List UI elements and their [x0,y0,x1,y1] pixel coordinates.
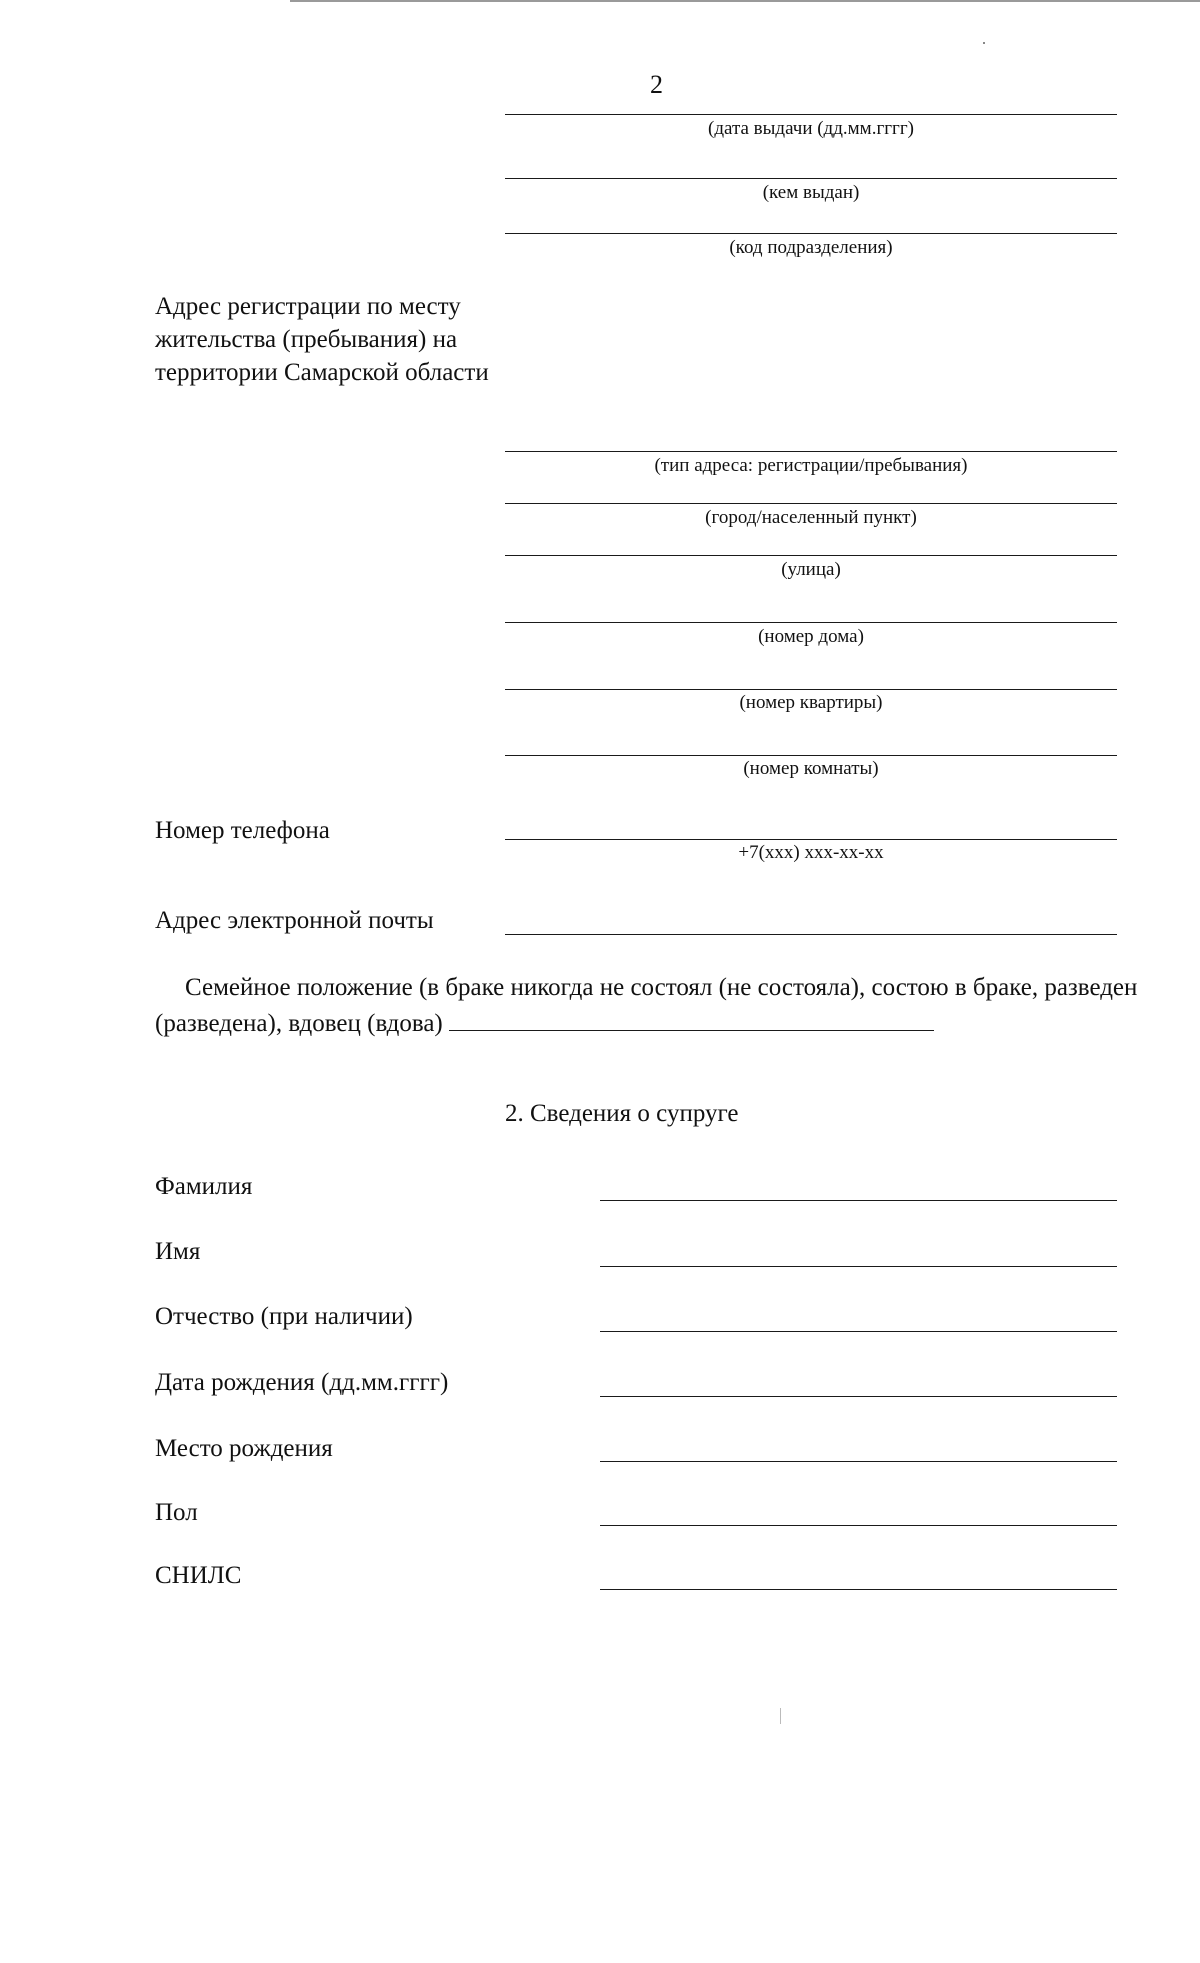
marital-status-paragraph [155,970,1140,1042]
division-code-caption: (код подразделения) [729,237,893,258]
spouse-birth-date-field[interactable] [600,1396,1117,1397]
email-label: Адрес электронной почты [155,907,434,934]
page-number: 2 [650,70,663,99]
spouse-patronymic-field[interactable] [600,1331,1117,1332]
scan-edge [290,0,1200,2]
street-field[interactable] [505,555,1117,556]
spouse-snils-field[interactable] [600,1589,1117,1590]
room-number-field[interactable] [505,755,1117,756]
scan-speck [983,42,985,44]
city-field[interactable] [505,503,1117,504]
marital-status-text: Семейное положение (в браке никогда не состоял (не состояла), состою в браке, разведен (разведена), вдовец (вдова) [155,974,1138,1037]
scan-mark [780,1708,781,1724]
street-caption: (улица) [781,559,841,580]
address-type-caption: (тип адреса: регистрации/пребывания) [654,455,968,476]
phone-format-caption: +7(ххх) ххх-хх-хх [738,842,884,863]
issue-date-field[interactable] [505,114,1117,115]
spouse-name-field[interactable] [600,1266,1117,1267]
division-code-field[interactable] [505,233,1117,234]
phone-label: Номер телефона [155,817,330,844]
address-label: Адрес регистрации по месту жительства (пребывания) на территории Самарской области [155,293,489,386]
spouse-sex-field[interactable] [600,1525,1117,1526]
spouse-patronymic-label: Отчество (при наличии) [155,1303,413,1330]
house-number-caption: (номер дома) [758,626,864,647]
spouse-section-heading: 2. Сведения о супруге [505,1100,739,1127]
phone-field[interactable] [505,839,1117,840]
spouse-birth-place-label: Место рождения [155,1435,333,1462]
spouse-surname-field[interactable] [600,1200,1117,1201]
issued-by-field[interactable] [505,178,1117,179]
spouse-sex-label: Пол [155,1499,198,1526]
apartment-number-field[interactable] [505,689,1117,690]
apartment-number-caption: (номер квартиры) [739,692,883,713]
spouse-surname-label: Фамилия [155,1173,253,1200]
email-field[interactable] [505,934,1117,935]
address-type-field[interactable] [505,451,1117,452]
house-number-field[interactable] [505,622,1117,623]
room-number-caption: (номер комнаты) [743,758,879,779]
issue-date-caption: (дата выдачи (дд.мм.гггг) [708,118,914,139]
marital-status-field[interactable] [449,1008,934,1031]
spouse-snils-label: СНИЛС [155,1562,242,1589]
spouse-name-label: Имя [155,1238,201,1265]
spouse-birth-date-label: Дата рождения (дд.мм.гггг) [155,1369,449,1396]
issued-by-caption: (кем выдан) [762,182,860,203]
spouse-birth-place-field[interactable] [600,1461,1117,1462]
city-caption: (город/населенный пункт) [705,507,917,528]
